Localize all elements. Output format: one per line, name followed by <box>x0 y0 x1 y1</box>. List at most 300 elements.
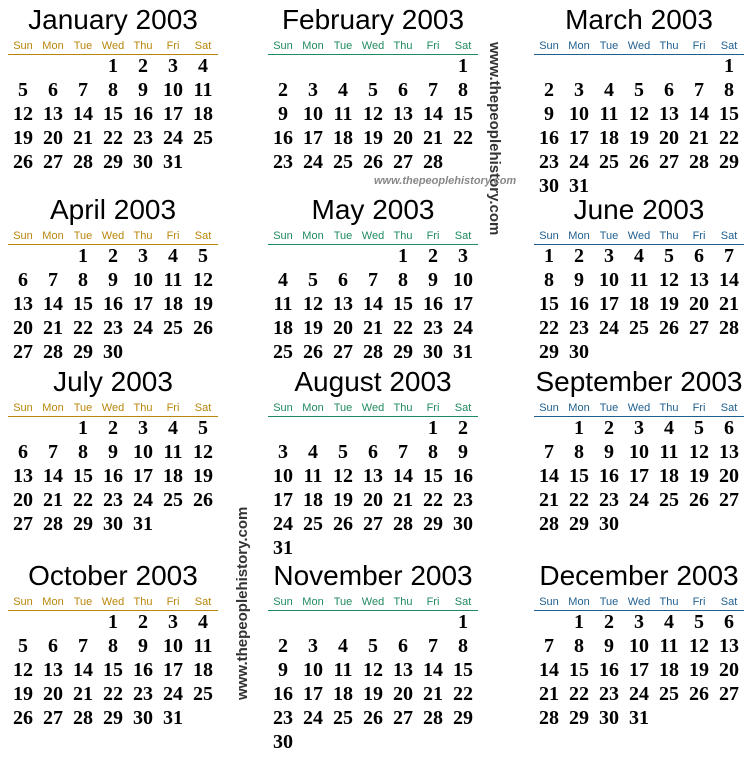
day-cell: 13 <box>43 103 63 125</box>
month-title: October 2003 <box>28 560 198 591</box>
weekday-label: Tue <box>333 230 353 242</box>
day-cell: 19 <box>363 683 383 705</box>
watermark-vertical-right: www.thepeoplehistory.com <box>486 42 503 236</box>
day-cell: 9 <box>108 269 118 291</box>
weekday-label: Sun <box>539 596 559 608</box>
day-cell: 20 <box>333 317 353 339</box>
day-cell: 20 <box>659 127 679 149</box>
day-cell: 29 <box>73 341 93 363</box>
day-cell: 2 <box>138 55 148 77</box>
weekday-header <box>534 230 744 245</box>
day-cell: 2 <box>108 417 118 439</box>
day-cell: 27 <box>13 341 33 363</box>
weekday-label: Mon <box>42 40 64 52</box>
watermark-horizontal: www.thepeoplehistory.com <box>374 175 517 187</box>
day-cell: 13 <box>719 441 739 463</box>
day-cell: 21 <box>43 489 63 511</box>
day-cell: 11 <box>333 659 353 681</box>
day-cell: 20 <box>13 317 33 339</box>
day-cell: 28 <box>719 317 739 339</box>
day-cell: 30 <box>569 341 589 363</box>
weekday-label: Sun <box>273 230 293 242</box>
month-5 <box>268 194 478 384</box>
day-cell: 23 <box>453 489 473 511</box>
day-cell: 27 <box>689 317 709 339</box>
day-cell: 22 <box>453 683 473 705</box>
day-cell: 28 <box>73 707 93 729</box>
day-cell: 11 <box>659 441 679 463</box>
day-cell: 15 <box>103 659 123 681</box>
day-cell: 26 <box>363 151 383 173</box>
day-cell: 15 <box>569 659 589 681</box>
day-cell: 15 <box>73 465 93 487</box>
day-cell: 2 <box>544 79 554 101</box>
day-cell: 13 <box>13 465 33 487</box>
weekday-label: Thu <box>133 596 153 608</box>
month-title: July 2003 <box>53 366 173 397</box>
day-cell: 22 <box>73 489 93 511</box>
day-cell: 13 <box>719 635 739 657</box>
day-cell: 13 <box>393 103 413 125</box>
day-cell: 24 <box>453 317 473 339</box>
day-cell: 15 <box>453 103 473 125</box>
weekday-label: Wed <box>101 596 125 608</box>
day-cell: 8 <box>398 269 408 291</box>
day-cell: 10 <box>453 269 473 291</box>
day-cell: 5 <box>198 417 208 439</box>
day-cell: 14 <box>423 103 443 125</box>
day-cell: 18 <box>163 465 183 487</box>
weekday-header <box>534 40 744 55</box>
day-cell: 12 <box>689 635 709 657</box>
day-cell: 1 <box>724 55 734 77</box>
weekday-label: Tue <box>599 596 619 608</box>
weekday-label: Tue <box>333 402 353 414</box>
day-cell: 10 <box>629 635 649 657</box>
weekday-label: Mon <box>42 596 64 608</box>
day-cell: 25 <box>333 151 353 173</box>
day-cell: 7 <box>544 441 554 463</box>
day-cell: 9 <box>138 635 148 657</box>
day-cell: 17 <box>569 127 589 149</box>
day-cell: 23 <box>273 151 293 173</box>
weekday-label: Sun <box>273 596 293 608</box>
day-cell: 7 <box>48 269 58 291</box>
day-cell: 29 <box>103 151 123 173</box>
day-cell: 22 <box>393 317 413 339</box>
day-cell: 13 <box>363 465 383 487</box>
day-cell: 21 <box>423 127 443 149</box>
day-cell: 27 <box>393 151 413 173</box>
day-cell: 26 <box>659 317 679 339</box>
day-cell: 12 <box>659 269 679 291</box>
day-cell: 21 <box>689 127 709 149</box>
day-cell: 7 <box>724 245 734 267</box>
day-cell: 7 <box>78 79 88 101</box>
weekday-label: Fri <box>166 230 180 242</box>
day-cell: 17 <box>163 659 183 681</box>
day-cell: 2 <box>428 245 438 267</box>
day-cell: 10 <box>599 269 619 291</box>
day-cell: 27 <box>13 513 33 535</box>
day-cell: 31 <box>569 175 589 197</box>
day-cell: 30 <box>103 513 123 535</box>
day-cell: 6 <box>18 269 28 291</box>
month-10 <box>8 560 218 750</box>
day-cell: 16 <box>273 127 293 149</box>
day-cell: 3 <box>604 245 614 267</box>
day-cell: 17 <box>629 465 649 487</box>
day-cell: 21 <box>719 293 739 315</box>
weekday-label: Sat <box>454 402 472 414</box>
day-cell: 5 <box>368 635 378 657</box>
weekday-header <box>268 230 478 245</box>
day-cell: 16 <box>423 293 443 315</box>
weekday-header <box>268 402 478 417</box>
day-cell: 21 <box>73 683 93 705</box>
day-cell: 17 <box>453 293 473 315</box>
weekday-label: Mon <box>302 402 324 414</box>
weekday-header <box>8 596 218 611</box>
day-cell: 11 <box>629 269 649 291</box>
day-cell: 4 <box>278 269 288 291</box>
day-cell: 2 <box>604 417 614 439</box>
day-cell: 17 <box>303 683 323 705</box>
weekday-label: Sat <box>194 402 212 414</box>
day-cell: 4 <box>308 441 318 463</box>
day-cell: 18 <box>163 293 183 315</box>
day-cell: 5 <box>308 269 318 291</box>
day-cell: 19 <box>303 317 323 339</box>
weekday-header <box>534 402 744 417</box>
day-cell: 1 <box>398 245 408 267</box>
day-cell: 22 <box>539 317 559 339</box>
weekday-label: Sun <box>539 230 559 242</box>
day-cell: 14 <box>539 659 559 681</box>
weekday-label: Wed <box>361 40 385 52</box>
day-cell: 8 <box>108 635 118 657</box>
weekday-label: Wed <box>101 230 125 242</box>
day-cell: 1 <box>428 417 438 439</box>
day-cell: 30 <box>133 151 153 173</box>
day-cell: 30 <box>599 513 619 535</box>
weekday-label: Tue <box>599 230 619 242</box>
day-cell: 21 <box>423 683 443 705</box>
day-cell: 18 <box>193 659 213 681</box>
weekday-label: Sun <box>273 40 293 52</box>
day-cell: 22 <box>423 489 443 511</box>
day-cell: 6 <box>48 635 58 657</box>
day-cell: 1 <box>544 245 554 267</box>
day-cell: 17 <box>629 659 649 681</box>
day-cell: 23 <box>599 683 619 705</box>
day-cell: 9 <box>278 659 288 681</box>
day-cell: 25 <box>599 151 619 173</box>
day-cell: 8 <box>544 269 554 291</box>
day-cell: 16 <box>599 659 619 681</box>
day-cell: 6 <box>398 79 408 101</box>
day-cell: 5 <box>368 79 378 101</box>
weekday-label: Fri <box>166 402 180 414</box>
day-cell: 28 <box>539 513 559 535</box>
day-cell: 13 <box>13 293 33 315</box>
day-cell: 18 <box>333 127 353 149</box>
weekday-label: Sun <box>539 40 559 52</box>
day-cell: 27 <box>43 707 63 729</box>
month-3 <box>534 4 744 197</box>
weekday-label: Tue <box>599 40 619 52</box>
day-cell: 11 <box>599 103 619 125</box>
day-cell: 8 <box>78 269 88 291</box>
day-cell: 22 <box>103 127 123 149</box>
day-cell: 9 <box>458 441 468 463</box>
day-cell: 19 <box>659 293 679 315</box>
day-cell: 23 <box>103 489 123 511</box>
day-cell: 1 <box>458 611 468 633</box>
weekday-label: Wed <box>627 40 651 52</box>
day-cell: 8 <box>458 635 468 657</box>
day-cell: 6 <box>338 269 348 291</box>
day-cell: 27 <box>393 707 413 729</box>
day-cell: 12 <box>193 441 213 463</box>
weekday-label: Fri <box>166 596 180 608</box>
day-cell: 9 <box>108 441 118 463</box>
weekday-label: Tue <box>73 596 93 608</box>
day-cell: 23 <box>103 317 123 339</box>
day-cell: 10 <box>133 441 153 463</box>
weekday-label: Mon <box>568 40 590 52</box>
day-cell: 29 <box>73 513 93 535</box>
day-cell: 15 <box>103 103 123 125</box>
day-cell: 4 <box>338 79 348 101</box>
day-cell: 9 <box>278 103 288 125</box>
day-cell: 23 <box>273 707 293 729</box>
weekday-label: Tue <box>599 402 619 414</box>
day-cell: 14 <box>423 659 443 681</box>
day-cell: 1 <box>78 417 88 439</box>
day-cell: 26 <box>689 489 709 511</box>
day-cell: 17 <box>133 293 153 315</box>
day-cell: 9 <box>138 79 148 101</box>
day-cell: 16 <box>453 465 473 487</box>
day-cell: 4 <box>198 55 208 77</box>
day-cell: 30 <box>273 731 293 753</box>
day-cell: 11 <box>659 635 679 657</box>
day-cell: 11 <box>303 465 323 487</box>
day-cell: 20 <box>689 293 709 315</box>
weekday-label: Sat <box>194 596 212 608</box>
weekday-label: Sat <box>454 40 472 52</box>
day-cell: 5 <box>694 611 704 633</box>
day-cell: 28 <box>43 513 63 535</box>
weekday-label: Fri <box>692 40 706 52</box>
day-cell: 30 <box>539 175 559 197</box>
day-cell: 12 <box>363 103 383 125</box>
day-cell: 6 <box>18 441 28 463</box>
month-1 <box>8 4 218 194</box>
day-cell: 21 <box>539 489 559 511</box>
day-cell: 14 <box>73 659 93 681</box>
day-cell: 14 <box>539 465 559 487</box>
day-cell: 4 <box>198 611 208 633</box>
weekday-label: Sun <box>13 596 33 608</box>
day-cell: 21 <box>363 317 383 339</box>
day-cell: 3 <box>634 611 644 633</box>
day-cell: 24 <box>569 151 589 173</box>
day-cell: 3 <box>574 79 584 101</box>
weekday-label: Fri <box>692 230 706 242</box>
day-cell: 1 <box>78 245 88 267</box>
day-cell: 5 <box>664 245 674 267</box>
month-title: September 2003 <box>535 366 743 397</box>
weekday-label: Sun <box>539 402 559 414</box>
day-cell: 1 <box>108 611 118 633</box>
day-cell: 6 <box>724 417 734 439</box>
day-cell: 26 <box>629 151 649 173</box>
day-cell: 19 <box>13 683 33 705</box>
day-cell: 30 <box>133 707 153 729</box>
month-title: August 2003 <box>294 366 452 397</box>
month-4 <box>8 194 218 384</box>
day-cell: 26 <box>363 707 383 729</box>
day-cell: 14 <box>719 269 739 291</box>
weekday-label: Sat <box>194 230 212 242</box>
day-cell: 2 <box>604 611 614 633</box>
day-cell: 2 <box>278 79 288 101</box>
weekday-label: Mon <box>42 402 64 414</box>
day-cell: 26 <box>689 683 709 705</box>
day-cell: 18 <box>303 489 323 511</box>
day-cell: 29 <box>103 707 123 729</box>
day-cell: 22 <box>453 127 473 149</box>
day-cell: 4 <box>664 417 674 439</box>
day-cell: 25 <box>333 707 353 729</box>
day-cell: 16 <box>569 293 589 315</box>
day-cell: 16 <box>133 103 153 125</box>
weekday-label: Sat <box>454 230 472 242</box>
day-cell: 25 <box>629 317 649 339</box>
day-cell: 24 <box>303 707 323 729</box>
day-cell: 9 <box>604 635 614 657</box>
day-cell: 22 <box>719 127 739 149</box>
day-cell: 24 <box>273 513 293 535</box>
month-9 <box>534 366 744 556</box>
weekday-label: Thu <box>393 596 413 608</box>
weekday-label: Thu <box>133 402 153 414</box>
weekday-label: Thu <box>133 40 153 52</box>
weekday-label: Thu <box>393 40 413 52</box>
day-cell: 13 <box>333 293 353 315</box>
weekday-label: Fri <box>426 40 440 52</box>
day-cell: 1 <box>108 55 118 77</box>
day-cell: 23 <box>133 127 153 149</box>
day-cell: 12 <box>689 441 709 463</box>
weekday-label: Thu <box>133 230 153 242</box>
day-cell: 6 <box>398 635 408 657</box>
day-cell: 13 <box>43 659 63 681</box>
day-cell: 2 <box>458 417 468 439</box>
day-cell: 18 <box>659 659 679 681</box>
day-cell: 15 <box>73 293 93 315</box>
day-cell: 23 <box>569 317 589 339</box>
day-cell: 19 <box>363 127 383 149</box>
day-cell: 8 <box>78 441 88 463</box>
month-title: March 2003 <box>565 4 713 35</box>
day-cell: 10 <box>303 659 323 681</box>
day-cell: 9 <box>428 269 438 291</box>
weekday-label: Thu <box>659 596 679 608</box>
day-cell: 13 <box>393 659 413 681</box>
day-cell: 5 <box>634 79 644 101</box>
day-cell: 30 <box>599 707 619 729</box>
day-cell: 23 <box>133 683 153 705</box>
day-cell: 6 <box>664 79 674 101</box>
day-cell: 28 <box>73 151 93 173</box>
day-cell: 8 <box>574 635 584 657</box>
day-cell: 25 <box>163 489 183 511</box>
day-cell: 11 <box>163 441 183 463</box>
day-cell: 2 <box>278 635 288 657</box>
day-cell: 28 <box>689 151 709 173</box>
day-cell: 2 <box>574 245 584 267</box>
day-cell: 27 <box>363 513 383 535</box>
weekday-label: Fri <box>692 596 706 608</box>
weekday-label: Mon <box>302 596 324 608</box>
day-cell: 25 <box>659 489 679 511</box>
day-cell: 26 <box>193 489 213 511</box>
day-cell: 5 <box>198 245 208 267</box>
day-cell: 20 <box>719 659 739 681</box>
month-12 <box>534 560 744 750</box>
weekday-label: Sat <box>194 40 212 52</box>
day-cell: 9 <box>604 441 614 463</box>
day-cell: 13 <box>659 103 679 125</box>
day-cell: 30 <box>103 341 123 363</box>
weekday-label: Sun <box>13 402 33 414</box>
day-cell: 3 <box>168 611 178 633</box>
day-cell: 2 <box>108 245 118 267</box>
day-cell: 3 <box>138 417 148 439</box>
month-title: June 2003 <box>573 194 705 225</box>
day-cell: 17 <box>303 127 323 149</box>
day-cell: 4 <box>168 245 178 267</box>
weekday-label: Sun <box>13 40 33 52</box>
day-cell: 10 <box>163 635 183 657</box>
day-cell: 15 <box>719 103 739 125</box>
weekday-label: Mon <box>302 230 324 242</box>
day-cell: 10 <box>273 465 293 487</box>
day-cell: 3 <box>278 441 288 463</box>
day-cell: 22 <box>569 683 589 705</box>
day-cell: 4 <box>604 79 614 101</box>
day-cell: 21 <box>393 489 413 511</box>
day-cell: 8 <box>108 79 118 101</box>
weekday-label: Sun <box>13 230 33 242</box>
day-cell: 23 <box>423 317 443 339</box>
weekday-label: Thu <box>393 230 413 242</box>
weekday-label: Thu <box>659 40 679 52</box>
weekday-label: Tue <box>333 40 353 52</box>
day-cell: 24 <box>133 489 153 511</box>
day-cell: 30 <box>423 341 443 363</box>
day-cell: 23 <box>599 489 619 511</box>
day-cell: 18 <box>273 317 293 339</box>
day-cell: 20 <box>363 489 383 511</box>
day-cell: 11 <box>163 269 183 291</box>
day-cell: 27 <box>659 151 679 173</box>
day-cell: 29 <box>569 513 589 535</box>
day-cell: 12 <box>303 293 323 315</box>
